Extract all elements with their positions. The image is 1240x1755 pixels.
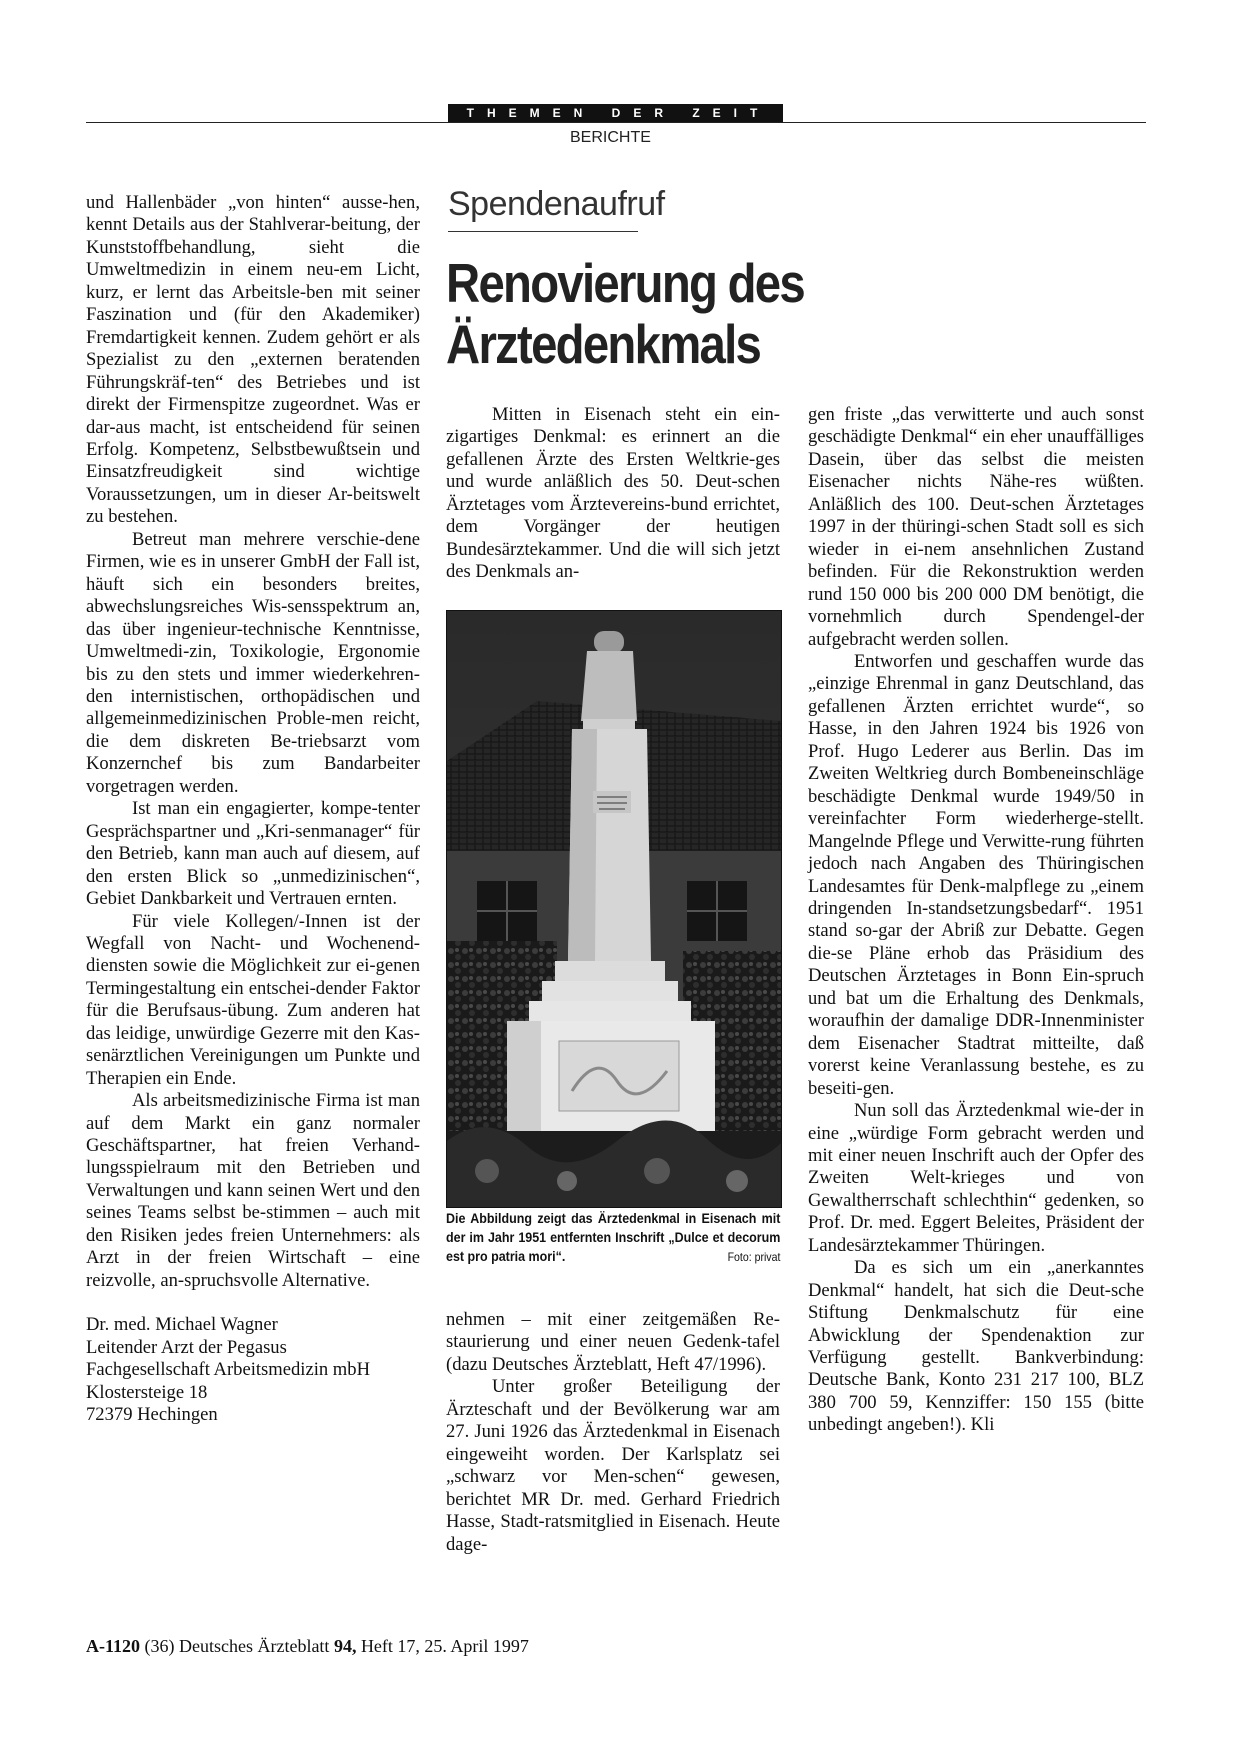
paragraph: Ist man ein engagierter, kompe-tenter Gesprächspartner und „Kri-senmanager“ für den Betrieb, kann man auch auf diesem, auf den ersten Blick so „unmedizinischen“, Gebiet Dankbarkeit und Vertrauen ernten. xyxy=(86,798,420,910)
footer-journal: (36) Deutsches Ärzteblatt xyxy=(144,1636,330,1656)
photo-credit: Foto: privat xyxy=(727,1250,781,1264)
photo-caption xyxy=(446,1210,780,1267)
article-kicker: Spendenaufruf xyxy=(448,185,665,223)
headline-line-1: Renovierung des xyxy=(446,252,804,314)
paragraph: Entworfen und geschaffen wurde das „einzige Ehrenmal in ganz Deutschland, das gefallenen Ärzten errichtet wurde“, so Hasse, in den Jahren 1924 bis 1926 von Prof. Hugo Lederer aus Berlin. Das im Zweiten Weltkrieg durch Bombeneinschläge beschädigte Denkmal wurde 1949/50 in vereinfachter Form wiederherge-stellt. Mangelnde Pflege und Verwitte-rung führten jedoch nach Angaben des Thüringischen Landesamtes für Denk-malpflege zu „einem dringenden In-standsetzungsbedarf“. 1951 stand so-gar der Abriß zur Debatte. Gegen die-se Pläne erhob das Präsidium des Deutschen Ärztetages in Bonn Ein-spruch und bat um die Erhaltung des Denkmals, woraufhin der damalige DDR-Innenminister dem Eisenacher Stadtrat mitteilte, daß vorerst keine Veranlassung bestehe, es zu beseiti-gen. xyxy=(808,650,1144,1099)
headline-line-2: Ärztedenkmals xyxy=(446,313,761,375)
paragraph: gen friste „das verwitterte und auch sonst geschädigte Denkmal“ ein eher unauffälliges Dasein, über das selbst die meisten Eisenacher nichts Nähe-res wüßten. Anläßlich des 100. Deut-schen Ärztetages 1997 in der thüringi-schen Stadt soll es sich wieder in ei-nem ansehnlichen Zustand befinden. Für die Rekonstruktion werden rund 150 000 bis 200 000 DM benötigt, die vornehmlich durch Spendengel-der aufgebracht werden sollen. xyxy=(808,404,1144,650)
author-signature xyxy=(86,1314,420,1426)
section-label: BERICHTE xyxy=(570,129,651,146)
paragraph: Betreut man mehrere verschie-dene Firmen, wie es in unserer GmbH der Fall ist, häuft sich ein besonders breites, abwechslungsreiches Wis-sensspektrum an, das über ingenieur-technische Kenntnisse, Umweltmedi-zin, Toxikologie, Ergonomie bis zu den stets und immer wiederkehren-den internistischen, orthopädischen und allgemeinmedizinischen Proble-men reicht, die dem diskreten Be-triebsarzt vom Konzernchef bis zum Bandarbeiter vorgetragen werden. xyxy=(86,528,420,797)
section-banner: THEMEN DER ZEIT xyxy=(448,104,783,122)
author-company: Fachgesellschaft Arbeitsmedizin mbH xyxy=(86,1359,370,1381)
author-street: Klostersteige 18 xyxy=(86,1381,208,1403)
paragraph: und Hallenbäder „von hinten“ ausse-hen, kennt Details aus der Stahlverar-beitung, der Kunststoffbehandlung, sieht die Umweltmedizin in einem neu-em Licht, kurz, er lernt das Arbeitsle-ben mit seiner Faszination und (für den Akademiker) Fremdartigkeit kennen. Zudem gehört er als Spezialist zu den „externen beratenden Führungskräf-ten“ des Betriebes und ist direkt der Firmenspitze zugeordnet. Was er dar-aus macht, ist entscheidend für seinen Erfolg. Kompetenz, Selbstbewußtsein und Einsatzfreudigkeit sind wichtige Voraussetzungen, um in dieser Ar-beitswelt zu bestehen. xyxy=(86,192,420,528)
footer-volume: 94, xyxy=(333,1636,357,1656)
monument-photo-icon xyxy=(447,611,781,1207)
author-city: 72379 Hechingen xyxy=(86,1404,218,1426)
paragraph: nehmen – mit einer zeitgemäßen Re-staurierung und einer neuen Gedenk-tafel (dazu Deutsches Ärzteblatt, Heft 47/1996). xyxy=(446,1309,780,1375)
paragraph: Mitten in Eisenach steht ein ein-zigartiges Denkmal: es erinnert an die gefallenen Ärzte des Ersten Weltkrie-ges und wurde anläßlich des 50. Deut-schen Ärztetages vom Ärztevereins-bund errichtet, dem Vorgänger der heutigen Bundesärztekammer. Und die will sich jetzt des Denkmals an- xyxy=(446,404,780,583)
paragraph: Für viele Kollegen/-Innen ist der Wegfall von Nacht- und Wochenend-diensten sowie die Möglichkeit zur ei-genen Termingestaltung ein entschei-dender Faktor für die Berufsaus-übung. Zum anderen hat das leidige, unwürdige Gezerre mit den Kas-senärztlichen Vereinigungen um Punkte und Therapien ein Ende. xyxy=(86,910,420,1089)
footer-issue: Heft 17, 25. April 1997 xyxy=(360,1636,529,1656)
page-code: A-1120 xyxy=(86,1636,140,1656)
monument-photo xyxy=(446,610,782,1208)
paragraph: Da es sich um ein „anerkanntes Denkmal“ handelt, hat sich die Deut-sche Stiftung Denkmalschutz für eine Abwicklung der Spendenaktion zur Verfügung gestellt. Bankverbindung: Deutsche Bank, Konto 231 217 100, BLZ 380 700 59, Kennziffer: 150 155 (bitte unbedingt angeben!). Kli xyxy=(808,1257,1144,1436)
kicker-underline xyxy=(448,231,638,232)
paragraph: Unter großer Beteiligung der Ärzteschaft und der Bevölkerung war am 27. Juni 1926 das Ärztedenkmal in Eisenach eingeweiht worden. Der Karlsplatz sei „schwarz vor Men-schen“ gewesen, berichtet MR Dr. med. Gerhard Friedrich Hasse, Stadt-ratsmitglied in Eisenach. Heute dage- xyxy=(446,1376,780,1555)
column-1 xyxy=(86,192,420,1426)
article-headline xyxy=(446,253,807,375)
paragraph: Als arbeitsmedizinische Firma ist man auf dem Markt ein ganz normaler Geschäftspartner, hat freien Verhand-lungsspielraum mit den Betrieben und Verwaltungen und kann seinen Wert und den seines Teams selbst be-stimmen – auch mit den Risiken jedes freien Unternehmers: als Arzt in der freien Wirtschaft – eine reizvolle, an-spruchsvolle Alternative. xyxy=(86,1090,420,1291)
author-name: Dr. med. Michael Wagner xyxy=(86,1314,278,1336)
header-rule xyxy=(86,122,1146,123)
author-title: Leitender Arzt der Pegasus xyxy=(86,1336,287,1358)
column-2-bottom xyxy=(446,1309,780,1556)
column-3 xyxy=(808,404,1144,1437)
paragraph: Nun soll das Ärztedenkmal wie-der in eine „würdige Form gebracht werden und mit einer neuen Inschrift auch der Opfer des Zweiten Welt-krieges und von Gewaltherrschaft schlechthin“ gedenken, so Prof. Dr. med. Eggert Beleites, Präsident der Landesärztekammer Thüringen. xyxy=(808,1100,1144,1256)
column-2-top xyxy=(446,404,780,584)
caption-text: Die Abbildung zeigt das Ärztedenkmal in Eisenach mit der im Jahr 1951 entfernten Inschrift „Dulce et decorum est pro patria mori“. xyxy=(446,1211,781,1265)
page-footer xyxy=(86,1636,529,1657)
